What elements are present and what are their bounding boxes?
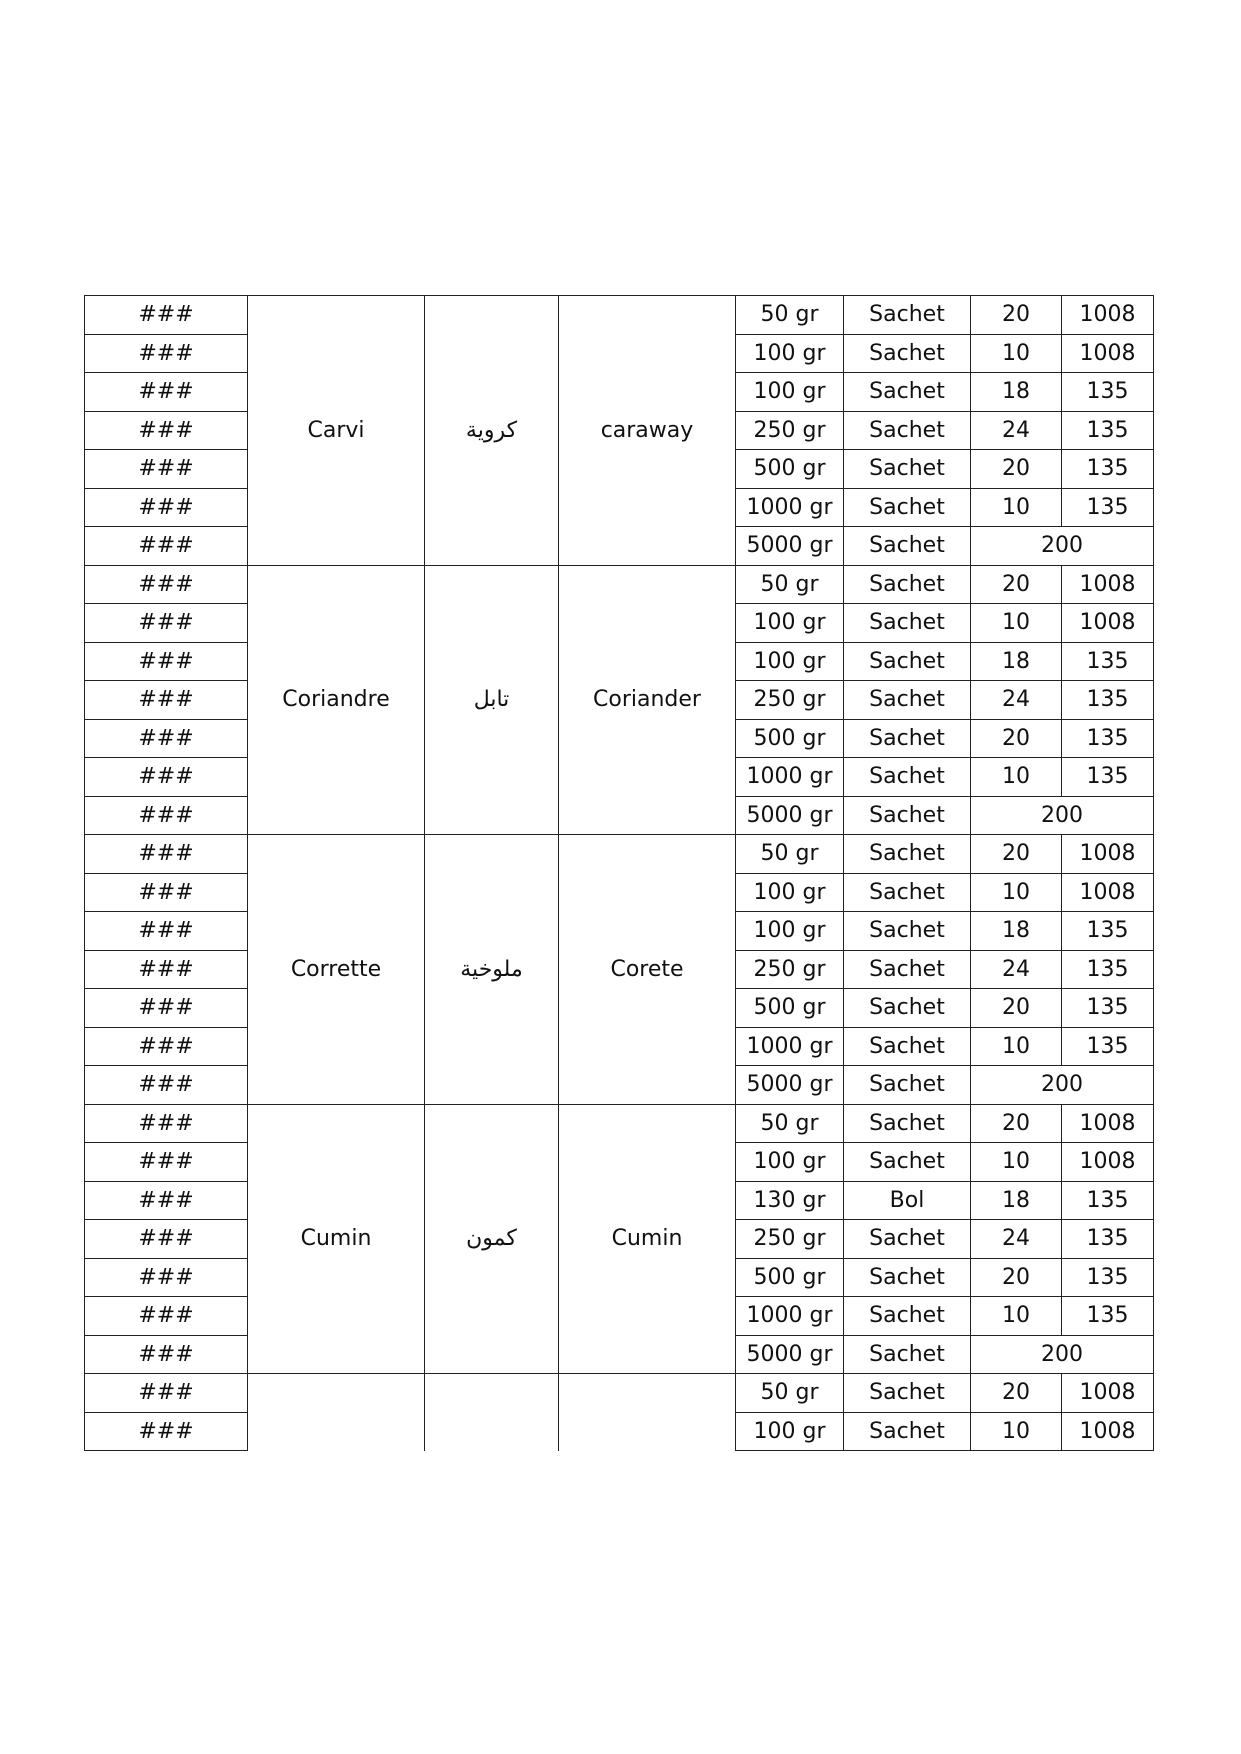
weight-cell: 100 gr <box>736 604 844 643</box>
product-name-en <box>559 1374 736 1451</box>
units-cell: 10 <box>971 488 1062 527</box>
merged-quantity-cell: 200 <box>971 527 1154 566</box>
table-row <box>85 835 1154 874</box>
units-cell: 20 <box>971 1104 1062 1143</box>
carton-cell: 135 <box>1062 989 1154 1028</box>
product-name-fr <box>248 1374 425 1451</box>
units-cell: 10 <box>971 873 1062 912</box>
packaging-cell: Sachet <box>844 1143 971 1182</box>
carton-cell: 1008 <box>1062 1412 1154 1451</box>
weight-cell: 1000 gr <box>736 1027 844 1066</box>
carton-cell: 135 <box>1062 373 1154 412</box>
packaging-cell: Sachet <box>844 604 971 643</box>
code-cell: ### <box>85 681 248 720</box>
packaging-cell: Sachet <box>844 488 971 527</box>
code-cell: ### <box>85 642 248 681</box>
packaging-cell: Sachet <box>844 411 971 450</box>
carton-cell: 135 <box>1062 450 1154 489</box>
code-cell: ### <box>85 1104 248 1143</box>
product-name-ar <box>425 1374 559 1451</box>
packaging-cell: Sachet <box>844 1258 971 1297</box>
packaging-cell: Sachet <box>844 1104 971 1143</box>
product-name-fr: Corrette <box>248 835 425 1105</box>
weight-cell: 100 gr <box>736 373 844 412</box>
packaging-cell: Sachet <box>844 373 971 412</box>
weight-cell: 5000 gr <box>736 796 844 835</box>
units-cell: 18 <box>971 912 1062 951</box>
units-cell: 18 <box>971 642 1062 681</box>
units-cell: 20 <box>971 1374 1062 1413</box>
code-cell: ### <box>85 1335 248 1374</box>
code-cell: ### <box>85 1412 248 1451</box>
carton-cell: 135 <box>1062 950 1154 989</box>
weight-cell: 100 gr <box>736 642 844 681</box>
weight-cell: 100 gr <box>736 873 844 912</box>
code-cell: ### <box>85 873 248 912</box>
carton-cell: 135 <box>1062 1181 1154 1220</box>
weight-cell: 130 gr <box>736 1181 844 1220</box>
packaging-cell: Sachet <box>844 334 971 373</box>
carton-cell: 1008 <box>1062 1143 1154 1182</box>
weight-cell: 250 gr <box>736 681 844 720</box>
weight-cell: 250 gr <box>736 950 844 989</box>
units-cell: 24 <box>971 1220 1062 1259</box>
code-cell: ### <box>85 373 248 412</box>
units-cell: 24 <box>971 681 1062 720</box>
units-cell: 20 <box>971 835 1062 874</box>
weight-cell: 50 gr <box>736 565 844 604</box>
product-name-fr: Carvi <box>248 296 425 566</box>
code-cell: ### <box>85 1181 248 1220</box>
packaging-cell: Sachet <box>844 912 971 951</box>
units-cell: 10 <box>971 758 1062 797</box>
carton-cell: 1008 <box>1062 296 1154 335</box>
code-cell: ### <box>85 796 248 835</box>
weight-cell: 1000 gr <box>736 488 844 527</box>
table-row <box>85 1104 1154 1143</box>
packaging-cell: Sachet <box>844 565 971 604</box>
weight-cell: 5000 gr <box>736 1335 844 1374</box>
product-name-en: caraway <box>559 296 736 566</box>
code-cell: ### <box>85 450 248 489</box>
weight-cell: 500 gr <box>736 450 844 489</box>
weight-cell: 100 gr <box>736 1143 844 1182</box>
carton-cell: 135 <box>1062 1220 1154 1259</box>
units-cell: 10 <box>971 1027 1062 1066</box>
carton-cell: 135 <box>1062 1027 1154 1066</box>
code-cell: ### <box>85 835 248 874</box>
packaging-cell: Sachet <box>844 450 971 489</box>
code-cell: ### <box>85 719 248 758</box>
product-table <box>84 295 1154 1451</box>
carton-cell: 1008 <box>1062 334 1154 373</box>
packaging-cell: Sachet <box>844 681 971 720</box>
code-cell: ### <box>85 950 248 989</box>
packaging-cell: Sachet <box>844 950 971 989</box>
product-name-en: Coriander <box>559 565 736 835</box>
weight-cell: 1000 gr <box>736 1297 844 1336</box>
weight-cell: 50 gr <box>736 1374 844 1413</box>
weight-cell: 250 gr <box>736 1220 844 1259</box>
units-cell: 24 <box>971 950 1062 989</box>
packaging-cell: Sachet <box>844 758 971 797</box>
code-cell: ### <box>85 488 248 527</box>
table-row <box>85 565 1154 604</box>
packaging-cell: Sachet <box>844 989 971 1028</box>
packaging-cell: Sachet <box>844 873 971 912</box>
weight-cell: 250 gr <box>736 411 844 450</box>
code-cell: ### <box>85 565 248 604</box>
packaging-cell: Bol <box>844 1181 971 1220</box>
carton-cell: 135 <box>1062 719 1154 758</box>
carton-cell: 135 <box>1062 681 1154 720</box>
carton-cell: 1008 <box>1062 565 1154 604</box>
code-cell: ### <box>85 1297 248 1336</box>
weight-cell: 100 gr <box>736 1412 844 1451</box>
product-name-ar: كمون <box>425 1104 559 1374</box>
units-cell: 20 <box>971 565 1062 604</box>
packaging-cell: Sachet <box>844 1027 971 1066</box>
weight-cell: 50 gr <box>736 1104 844 1143</box>
packaging-cell: Sachet <box>844 1297 971 1336</box>
merged-quantity-cell: 200 <box>971 1066 1154 1105</box>
weight-cell: 100 gr <box>736 912 844 951</box>
carton-cell: 1008 <box>1062 835 1154 874</box>
code-cell: ### <box>85 1066 248 1105</box>
code-cell: ### <box>85 411 248 450</box>
carton-cell: 1008 <box>1062 873 1154 912</box>
units-cell: 10 <box>971 604 1062 643</box>
code-cell: ### <box>85 758 248 797</box>
weight-cell: 100 gr <box>736 334 844 373</box>
weight-cell: 500 gr <box>736 719 844 758</box>
carton-cell: 135 <box>1062 1258 1154 1297</box>
units-cell: 10 <box>971 1412 1062 1451</box>
carton-cell: 1008 <box>1062 1374 1154 1413</box>
code-cell: ### <box>85 1374 248 1413</box>
table-row <box>85 1374 1154 1413</box>
carton-cell: 135 <box>1062 912 1154 951</box>
units-cell: 20 <box>971 450 1062 489</box>
carton-cell: 1008 <box>1062 1104 1154 1143</box>
packaging-cell: Sachet <box>844 1066 971 1105</box>
table-row <box>85 296 1154 335</box>
units-cell: 10 <box>971 1143 1062 1182</box>
code-cell: ### <box>85 1258 248 1297</box>
product-name-ar: كروية <box>425 296 559 566</box>
weight-cell: 1000 gr <box>736 758 844 797</box>
units-cell: 18 <box>971 373 1062 412</box>
table-body <box>85 296 1154 1451</box>
code-cell: ### <box>85 1143 248 1182</box>
code-cell: ### <box>85 604 248 643</box>
code-cell: ### <box>85 912 248 951</box>
merged-quantity-cell: 200 <box>971 796 1154 835</box>
packaging-cell: Sachet <box>844 1412 971 1451</box>
units-cell: 24 <box>971 411 1062 450</box>
product-name-en: Corete <box>559 835 736 1105</box>
packaging-cell: Sachet <box>844 1374 971 1413</box>
units-cell: 10 <box>971 1297 1062 1336</box>
carton-cell: 135 <box>1062 488 1154 527</box>
product-name-ar: ملوخية <box>425 835 559 1105</box>
weight-cell: 50 gr <box>736 835 844 874</box>
units-cell: 20 <box>971 296 1062 335</box>
units-cell: 20 <box>971 1258 1062 1297</box>
weight-cell: 500 gr <box>736 989 844 1028</box>
packaging-cell: Sachet <box>844 527 971 566</box>
code-cell: ### <box>85 989 248 1028</box>
code-cell: ### <box>85 334 248 373</box>
packaging-cell: Sachet <box>844 1220 971 1259</box>
units-cell: 20 <box>971 719 1062 758</box>
code-cell: ### <box>85 1027 248 1066</box>
product-name-ar: تابل <box>425 565 559 835</box>
carton-cell: 135 <box>1062 411 1154 450</box>
packaging-cell: Sachet <box>844 1335 971 1374</box>
units-cell: 10 <box>971 334 1062 373</box>
product-name-fr: Coriandre <box>248 565 425 835</box>
weight-cell: 50 gr <box>736 296 844 335</box>
carton-cell: 135 <box>1062 642 1154 681</box>
code-cell: ### <box>85 1220 248 1259</box>
packaging-cell: Sachet <box>844 296 971 335</box>
units-cell: 20 <box>971 989 1062 1028</box>
weight-cell: 5000 gr <box>736 1066 844 1105</box>
packaging-cell: Sachet <box>844 642 971 681</box>
weight-cell: 500 gr <box>736 1258 844 1297</box>
merged-quantity-cell: 200 <box>971 1335 1154 1374</box>
packaging-cell: Sachet <box>844 835 971 874</box>
packaging-cell: Sachet <box>844 796 971 835</box>
product-name-fr: Cumin <box>248 1104 425 1374</box>
carton-cell: 1008 <box>1062 604 1154 643</box>
units-cell: 18 <box>971 1181 1062 1220</box>
carton-cell: 135 <box>1062 1297 1154 1336</box>
code-cell: ### <box>85 296 248 335</box>
carton-cell: 135 <box>1062 758 1154 797</box>
code-cell: ### <box>85 527 248 566</box>
packaging-cell: Sachet <box>844 719 971 758</box>
product-name-en: Cumin <box>559 1104 736 1374</box>
weight-cell: 5000 gr <box>736 527 844 566</box>
